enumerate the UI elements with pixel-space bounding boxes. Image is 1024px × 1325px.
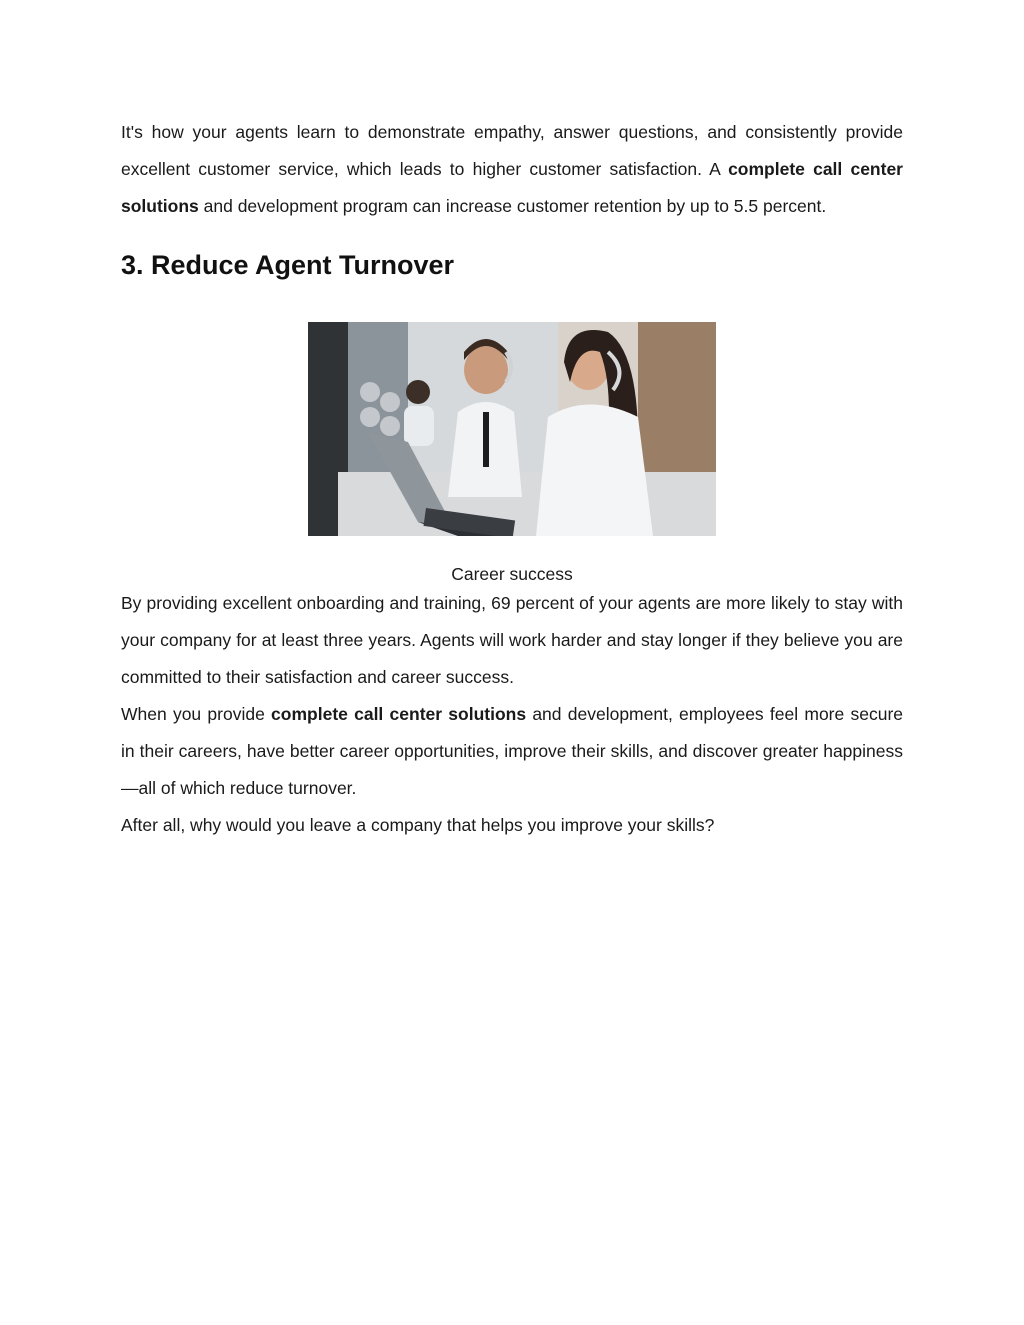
paragraph-text: and development, employees feel more secure in their careers, have better career opportunities, improve their skills, and discover greater happiness—all of which reduce turnover. bbox=[121, 704, 903, 798]
paragraph-onboarding: By providing excellent onboarding and training, 69 percent of your agents are more likely to stay with your company for at least three years. Agents will work harder and stay longer if they believe you are committed to their satisfaction and career success. bbox=[121, 593, 903, 687]
photo-illustration bbox=[308, 322, 716, 536]
keyword-link: complete call center solutions bbox=[121, 159, 903, 216]
paragraph-development bbox=[121, 696, 903, 807]
document-page bbox=[121, 114, 903, 844]
paragraph-closing-question: After all, why would you leave a company that helps you improve your skills? bbox=[121, 815, 715, 835]
call-center-photo bbox=[308, 322, 716, 536]
paragraph-text: and development program can increase customer retention by up to 5.5 percent. bbox=[198, 196, 827, 216]
keyword-link: complete call center solutions bbox=[271, 704, 527, 724]
paragraph-customer-service bbox=[121, 114, 903, 225]
figure-caption: Career success bbox=[451, 564, 573, 584]
paragraph-text: It's how your agents learn to demonstrate empathy, answer questions, and consistently provide excellent customer service, which leads to higher customer satisfaction. A bbox=[121, 122, 903, 179]
section-heading: 3. Reduce Agent Turnover bbox=[121, 250, 455, 280]
paragraph-text: When you provide bbox=[121, 704, 272, 724]
